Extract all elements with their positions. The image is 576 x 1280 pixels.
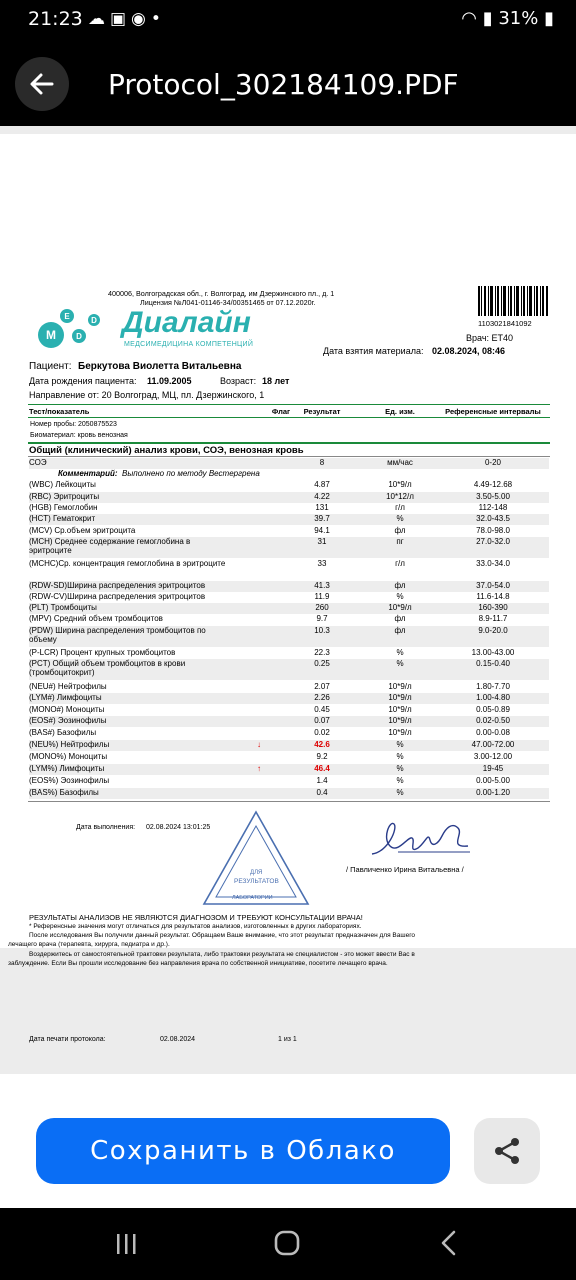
- wifi-icon: ◠: [461, 8, 477, 29]
- reference-range: 0.00-1.20: [476, 788, 510, 797]
- table-row: [29, 752, 549, 763]
- flag-icon: ↓: [257, 740, 261, 749]
- result-value: 41.3: [314, 581, 330, 590]
- test-name: (LYM%) Лимфоциты: [29, 764, 105, 773]
- test-name: (WBC) Лейкоциты: [29, 480, 96, 489]
- back-nav-icon[interactable]: [438, 1230, 462, 1256]
- unit: %: [396, 788, 404, 797]
- test-name: (PDW) Ширина распределения тромбоцитов по объему: [29, 626, 206, 644]
- reference-range: 47.00-72.00: [471, 740, 515, 749]
- result-value: 9.7: [316, 614, 328, 623]
- result-value: 10.3: [314, 626, 330, 635]
- result-value: 8: [319, 458, 325, 467]
- doctor-code: Врач: ET40: [466, 333, 514, 343]
- recent-apps-icon[interactable]: [114, 1232, 138, 1256]
- print-date: 02.08.2024: [160, 1036, 196, 1043]
- table-row: [29, 503, 549, 514]
- birth-date: 11.09.2005: [147, 376, 192, 386]
- logo-dot-d: D: [72, 329, 86, 343]
- reference-range: 0.00-0.08: [476, 728, 510, 737]
- test-name: (HGB) Гемоглобин: [29, 503, 98, 512]
- share-button[interactable]: [474, 1118, 540, 1184]
- page-count: 1 из 1: [278, 1036, 297, 1043]
- table-row: [29, 693, 549, 704]
- test-name: (MONO%) Моноциты: [29, 752, 108, 761]
- unit: %: [396, 764, 404, 773]
- unit: г/л: [395, 503, 405, 512]
- result-value: 33: [317, 559, 327, 568]
- notification-icons: ☁▣◉•: [88, 9, 166, 29]
- col-flag: Флаг: [271, 407, 291, 416]
- logo-dot-d2: D: [88, 314, 100, 326]
- reference-range: 0.00-5.00: [476, 776, 510, 785]
- result-value: 260: [315, 603, 329, 612]
- sample-date-label: Дата взятия материала:: [323, 346, 424, 356]
- lab-address: 400006, Волгоградская обл., г. Волгоград, им Дзержинского пл., д. 1: [108, 289, 335, 298]
- table-row: [29, 728, 549, 739]
- unit: 10*9/л: [388, 480, 412, 489]
- back-button[interactable]: [15, 57, 69, 111]
- lab-stamp: [200, 808, 312, 908]
- barcode-number: 1103021841092: [478, 319, 532, 328]
- patient-label: Пациент:: [29, 361, 72, 372]
- logo-dot-m: M: [38, 322, 64, 348]
- result-value: 22.3: [314, 648, 330, 657]
- test-name: (MCV) Ср.объем эритроцита: [29, 526, 136, 535]
- table-row: [29, 537, 549, 558]
- disclaimer-title: РЕЗУЛЬТАТЫ АНАЛИЗОВ НЕ ЯВЛЯЮТСЯ ДИАГНОЗОМ И ТРЕБУЮТ КОНСУЛЬТАЦИИ ВРАЧА!: [29, 913, 363, 922]
- result-value: 2.07: [314, 682, 330, 691]
- result-value: 0.02: [314, 728, 330, 737]
- col-unit: Ед. изм.: [385, 407, 415, 416]
- disclaimer-line: После исследования Вы получили данный результат. Обращаем Ваше внимание, что этот результат предназначен для Вашего: [29, 932, 416, 939]
- section-title: Общий (клинический) анализ крови, СОЭ, венозная кровь: [29, 445, 304, 456]
- result-value: 2.26: [314, 693, 330, 702]
- home-icon[interactable]: [274, 1230, 300, 1256]
- table-row: [29, 480, 549, 491]
- reference-range: 160-390: [478, 603, 508, 612]
- table-row: [29, 764, 549, 775]
- document-title: Protocol_302184109.PDF: [108, 68, 459, 101]
- table-row: [29, 788, 549, 799]
- result-value: 0.4: [316, 788, 328, 797]
- table-row: [29, 581, 549, 592]
- reference-range: 1.00-4.80: [476, 693, 510, 702]
- share-icon: [492, 1136, 522, 1166]
- logo-name: Диалайн: [122, 306, 251, 339]
- clock: 21:23: [28, 8, 83, 30]
- reference-range: 13.00-43.00: [471, 648, 515, 657]
- signature-icon: [368, 818, 474, 864]
- unit: 10*9/л: [388, 705, 412, 714]
- disclaimer-line: заблуждение. Если Вы прошли исследование без направления врача по собственной инициативе, посетите лечащего врача.: [8, 960, 388, 967]
- reference-range: 33.0-34.0: [476, 559, 510, 568]
- result-value: 39.7: [314, 514, 330, 523]
- table-row: [29, 740, 549, 751]
- test-name: (MCHC)Ср. концентрация гемоглобина в эритроците: [29, 559, 226, 568]
- barcode-icon: [478, 286, 548, 320]
- disclaimer-line: лечащего врача (терапевта, хирурга, педиатра и др.).: [8, 941, 170, 948]
- unit: %: [396, 752, 404, 761]
- unit: 10*9/л: [388, 682, 412, 691]
- battery-icon: ▮: [544, 8, 554, 29]
- comment-label: Комментарий:: [58, 469, 118, 478]
- test-name: (NEU%) Нейтрофилы: [29, 740, 110, 749]
- app-bar: [0, 42, 576, 126]
- unit: 10*9/л: [388, 716, 412, 725]
- test-name: (BAS#) Базофилы: [29, 728, 97, 737]
- sample-number: Номер пробы: 2050875523: [30, 421, 117, 428]
- divider: [28, 417, 550, 418]
- table-row: [29, 648, 549, 659]
- reference-range: 1.80-7.70: [476, 682, 510, 691]
- section-divider: [28, 442, 550, 444]
- table-row: [29, 776, 549, 787]
- test-name: (LYM#) Лимфоциты: [29, 693, 102, 702]
- unit: 10*9/л: [388, 728, 412, 737]
- test-name: (RDW-SD)Ширина распределения эритроцитов: [29, 581, 206, 590]
- table-row: [29, 526, 549, 537]
- result-value: 0.07: [314, 716, 330, 725]
- test-name: (MPV) Средний объем тромбоцитов: [29, 614, 163, 623]
- unit: фл: [394, 626, 406, 635]
- table-row: [29, 559, 549, 580]
- table-row: [29, 716, 549, 727]
- reference-range: 8.9-11.7: [478, 614, 508, 623]
- table-row: [29, 592, 549, 603]
- test-name: (PLT) Тромбоциты: [29, 603, 97, 612]
- test-name: (MCH) Среднее содержание гемоглобина в эритроците: [29, 537, 191, 555]
- reference-range: 19-45: [482, 764, 504, 773]
- patient-name: Беркутова Виолетта Витальевна: [78, 361, 242, 372]
- unit: мм/час: [387, 458, 413, 467]
- test-name: (RDW-CV)Ширина распределения эритроцитов: [29, 592, 206, 601]
- test-name: (HCT) Гематокрит: [29, 514, 96, 523]
- reference-range: 9.0-20.0: [478, 626, 508, 635]
- unit: %: [396, 648, 404, 657]
- done-label: Дата выполнения:: [76, 824, 136, 831]
- reference-range: 0.15-0.40: [476, 659, 510, 668]
- system-icons: [461, 8, 554, 29]
- logo-subtitle: МЕДСИМЕДИЦИНА КОМПЕТЕНЦИЙ: [124, 341, 254, 348]
- save-to-cloud-button[interactable]: Сохранить в Облако: [36, 1118, 450, 1184]
- table-row: [29, 659, 549, 680]
- result-value: 9.2: [316, 752, 328, 761]
- status-bar: [0, 0, 576, 42]
- reference-range: 0-20: [484, 458, 501, 467]
- signal-icon: ▮: [482, 8, 493, 29]
- test-name: (P-LCR) Процент крупных тромбоцитов: [29, 648, 176, 657]
- unit: %: [396, 514, 404, 523]
- battery-percent: 31%: [498, 8, 539, 29]
- table-header: [29, 407, 549, 418]
- reference-range: 0.05-0.89: [476, 705, 510, 714]
- result-value: 0.25: [314, 659, 330, 668]
- unit: %: [396, 776, 404, 785]
- reference-range: 4.49-12.68: [473, 480, 513, 489]
- arrow-left-icon: [28, 70, 56, 98]
- unit: г/л: [395, 559, 405, 568]
- reference-range: 11.6-14.8: [476, 592, 510, 601]
- test-name: (EOS%) Эозинофилы: [29, 776, 110, 785]
- reference-range: 112-148: [478, 503, 508, 512]
- unit: 10*9/л: [388, 603, 412, 612]
- disclaimer-line: Воздержитесь от самостоятельной трактовки результата, либо трактовки результата не специалистом - это может ввести Вас в: [29, 951, 415, 958]
- stamp-icon: [200, 808, 312, 908]
- unit: 10*12/л: [386, 492, 414, 501]
- result-value: 31: [317, 537, 327, 546]
- result-value: 11.9: [314, 592, 330, 601]
- table-row: [29, 514, 549, 525]
- reference-range: 32.0-43.5: [476, 514, 510, 523]
- disclaimer-line: * Референсные значения могут отличаться для результатов анализов, изготовленных в других лабораториях.: [29, 923, 362, 930]
- test-name: (MONO#) Моноциты: [29, 705, 105, 714]
- navigation-bar: [0, 1208, 576, 1280]
- unit: пг: [396, 537, 404, 546]
- test-name: (BAS%) Базофилы: [29, 788, 99, 797]
- stamp-text-2: РЕЗУЛЬТАТОВ: [234, 878, 279, 885]
- unit: фл: [394, 581, 406, 590]
- result-value: 42.6: [314, 740, 330, 749]
- unit: %: [396, 740, 404, 749]
- birth-label: Дата рождения пациента:: [29, 376, 137, 386]
- col-ref: Референсные интервалы: [445, 407, 541, 416]
- divider: [28, 404, 550, 405]
- lab-license: Лицензия №Л041-01146-34/00351465 от 07.12.2020г.: [140, 298, 316, 307]
- test-name: (EOS#) Эозинофилы: [29, 716, 107, 725]
- unit: фл: [394, 614, 406, 623]
- reference-range: 0.02-0.50: [476, 716, 510, 725]
- comment: Выполнено по методу Вестергрена: [122, 469, 260, 478]
- unit: %: [396, 592, 404, 601]
- table-row: [29, 603, 549, 614]
- stamp-text-1: ДЛЯ: [250, 870, 263, 876]
- unit: 10*9/л: [388, 693, 412, 702]
- table-row: [29, 626, 549, 647]
- age: 18 лет: [262, 376, 290, 386]
- result-value: 4.87: [314, 480, 330, 489]
- result-value: 46.4: [314, 764, 330, 773]
- col-test: Тест/показатель: [29, 407, 90, 416]
- divider: [28, 456, 550, 457]
- reference-range: 37.0-54.0: [476, 581, 510, 590]
- referral: Направление от: 20 Волгоград, МЦ, пл. Дзержинского, 1: [29, 390, 265, 400]
- done-date: 02.08.2024 13:01:25: [146, 824, 211, 831]
- test-name: СОЭ: [29, 458, 47, 467]
- reference-range: 78.0-98.0: [476, 526, 510, 535]
- table-row: [29, 492, 549, 503]
- table-row: [29, 682, 549, 693]
- reference-range: 27.0-32.0: [476, 537, 510, 546]
- age-label: Возраст:: [220, 376, 257, 386]
- test-name: (NEU#) Нейтрофилы: [29, 682, 107, 691]
- table-row: [29, 705, 549, 716]
- signer-name: / Павличенко Ирина Витальевна /: [346, 865, 464, 874]
- biomaterial: Биоматериал: кровь венозная: [30, 432, 128, 439]
- col-result: Результат: [303, 407, 341, 416]
- result-value: 4.22: [314, 492, 330, 501]
- reference-range: 3.50-5.00: [476, 492, 510, 501]
- result-value: 131: [315, 503, 329, 512]
- stamp-text-3: ЛАБОРАТОРИИ: [232, 895, 273, 901]
- unit: фл: [394, 526, 406, 535]
- table-row: [29, 458, 549, 469]
- result-value: 94.1: [314, 526, 330, 535]
- divider: [28, 801, 550, 802]
- unit: %: [396, 659, 404, 668]
- result-value: 1.4: [316, 776, 328, 785]
- print-label: Дата печати протокола:: [29, 1036, 106, 1043]
- test-name: (PCT) Общий объем тромбоцитов в крови (тромбоцитокрит): [29, 659, 186, 677]
- sample-date: 02.08.2024, 08:46: [432, 346, 506, 356]
- result-value: 0.45: [314, 705, 330, 714]
- flag-icon: ↑: [257, 764, 261, 773]
- reference-range: 3.00-12.00: [473, 752, 513, 761]
- logo-dot-e: E: [60, 309, 74, 323]
- test-name: (RBC) Эритроциты: [29, 492, 100, 501]
- table-row: [29, 614, 549, 625]
